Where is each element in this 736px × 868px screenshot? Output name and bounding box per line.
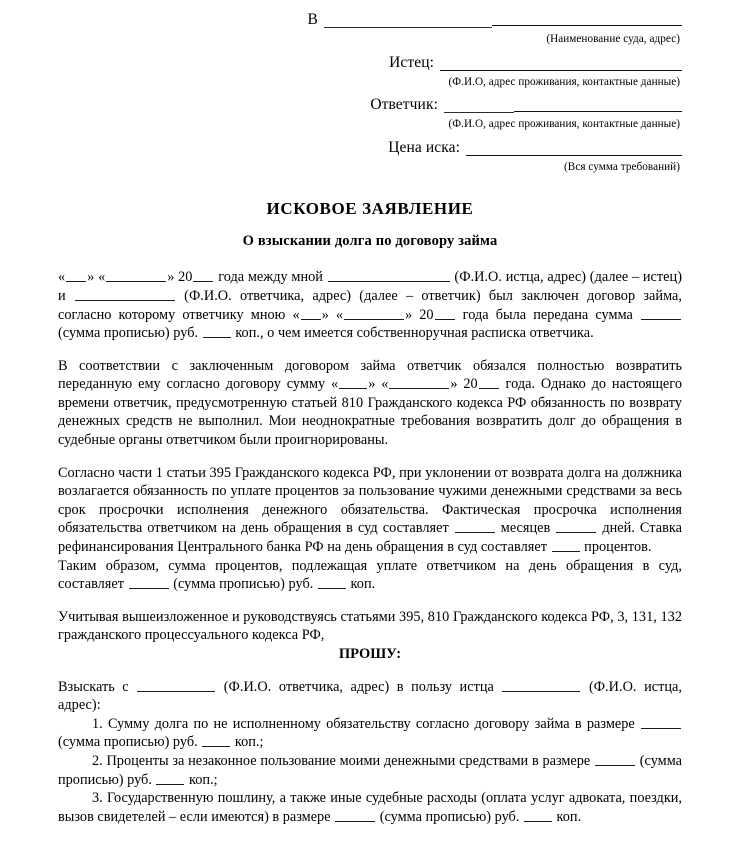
interest-kopeks-blank[interactable]: [318, 576, 346, 589]
p4-seg1: Таким образом, сумма процентов, подлежащая уплате ответчиком на день обращения в суд, составляет: [58, 557, 682, 593]
transfer-day-blank[interactable]: [301, 306, 321, 319]
paragraph-article-395: [58, 464, 682, 557]
p2-seg3: » 20: [450, 376, 478, 393]
court-row: [58, 12, 682, 28]
p6-seg1: Взыскать с: [58, 678, 137, 695]
item3-kopeks-blank[interactable]: [524, 809, 552, 822]
item2-seg2: (сумма прописью) руб.: [58, 752, 682, 788]
p4-seg2: (сумма прописью) руб.: [169, 576, 317, 593]
p6-seg3: (Ф.И.О. истца, адрес):: [58, 678, 683, 714]
item1-seg3: коп.;: [231, 734, 264, 751]
defendant-caption: (Ф.И.О, адрес проживания, контактные данные): [448, 118, 680, 131]
item3-seg2: (сумма прописью) руб.: [376, 808, 523, 825]
p2-seg4: года. Однако до настоящего времени ответчик, предусмотренную статьей 810 Гражданского кодекса РФ обязанность по возврату денежных средств не выполнил. Мои неоднократные требования возвратить долг до обращения в судебные органы ответчиком были проигнорированы.: [58, 376, 682, 449]
p6-seg2: (Ф.И.О. ответчика, адрес) в пользу истца: [216, 678, 502, 695]
item1-kopeks-blank[interactable]: [202, 734, 230, 747]
document-subtitle: О взыскании долга по договору займа: [242, 233, 498, 250]
claim-price-label: Цена иска:: [388, 138, 460, 156]
transfer-year-blank[interactable]: [435, 306, 455, 319]
court-caption: (Наименование суда, адрес): [546, 33, 680, 46]
return-month-blank[interactable]: [389, 376, 449, 389]
recover-from-blank[interactable]: [137, 678, 215, 691]
paragraph-legal-basis: [58, 608, 682, 645]
loan-month-blank[interactable]: [106, 269, 166, 282]
p1-seg2: » «: [87, 269, 106, 286]
item3-seg1: 3. Государственную пошлину, а также иные судебные расходы (оплата услуг адвоката, поездки, вызов свидетелей – если имеются) в размере: [58, 790, 682, 825]
delay-months-blank[interactable]: [455, 520, 495, 533]
p1-seg11: коп., о чем имеется собственноручная расписка ответчика.: [231, 325, 594, 342]
interest-amount-blank[interactable]: [129, 576, 169, 589]
p5-seg1: Учитывая вышеизложенное и руководствуясь статьями 395, 810 Гражданского кодекса РФ, 3, 131, 132 гражданского процессуального кодекса РФ,: [58, 608, 682, 644]
paragraph-repayment-obligation: [58, 357, 682, 450]
document-body: [58, 268, 682, 826]
defendant-fill-line-1[interactable]: [444, 111, 514, 113]
court-fill-line-2[interactable]: [492, 24, 682, 26]
court-fill-line-1[interactable]: [324, 26, 492, 28]
paragraph-loan-formation: [58, 268, 682, 342]
document-title: ИСКОВОЕ ЗАЯВЛЕНИЕ: [266, 199, 474, 219]
p3-seg3: дней. Ставка рефинансирования Центрального банка РФ на день обращения в суд составляет: [58, 520, 682, 556]
p1-seg6: (Ф.И.О. ответчика, адрес) (далее – ответчик) был заключен договор займа, согласно которому ответчику мною «: [58, 287, 683, 323]
item2-seg1: 2. Проценты за незаконное пользование моими денежными средствами в размере: [92, 752, 595, 769]
defendant-fill-line-2[interactable]: [514, 110, 682, 112]
plaintiff-name-blank[interactable]: [328, 269, 450, 282]
return-day-blank[interactable]: [339, 376, 367, 389]
item1-amount-blank[interactable]: [641, 716, 681, 729]
refinance-rate-blank[interactable]: [552, 539, 580, 552]
item1-seg1: 1. Сумму долга по не исполненному обязательству согласно договору займа в размере: [92, 715, 640, 732]
p1-seg3: » 20: [167, 269, 193, 286]
addressee-header: [58, 0, 682, 173]
p2-seg2: » «: [368, 376, 389, 393]
plaintiff-row: [58, 55, 682, 71]
delay-days-blank[interactable]: [556, 520, 596, 533]
p3-seg1: Согласно части 1 статьи 395 Гражданского кодекса РФ, при уклонении от возврата долга на должника возлагается обязанность по уплате процентов за пользование чужими денежными средствами за весь срок просрочки исполнения денежного обязательства. Фактическая просрочка исполнения обязательства ответчиком на день обращения в суд составляет: [58, 464, 682, 537]
paragraph-interest-total: [58, 557, 682, 594]
loan-day-blank[interactable]: [66, 269, 86, 282]
p1-seg8: » 20: [405, 306, 434, 323]
paragraph-recovery-request: [58, 678, 682, 715]
plaintiff-label: Истец:: [389, 53, 434, 71]
item2-amount-blank[interactable]: [595, 753, 635, 766]
defendant-label: Ответчик:: [370, 96, 438, 114]
p3-seg4: процентов.: [580, 539, 652, 556]
item2-kopeks-blank[interactable]: [156, 771, 184, 784]
return-year-blank[interactable]: [479, 376, 499, 389]
claim-price-fill-line[interactable]: [466, 154, 682, 156]
transfer-month-blank[interactable]: [344, 306, 404, 319]
transfer-kopeks-blank[interactable]: [203, 325, 231, 338]
p2-seg1: В соответствии с заключенным договором займа ответчик обязался полностью возвратить переданную ему согласно договору сумму «: [58, 357, 682, 393]
plaintiff-fill-line-1[interactable]: [440, 69, 454, 71]
plaintiff-caption: (Ф.И.О, адрес проживания, контактные данные): [448, 75, 680, 88]
loan-year-blank[interactable]: [193, 269, 213, 282]
item3-amount-blank[interactable]: [335, 809, 375, 822]
p1-seg10: (сумма прописью) руб.: [58, 325, 202, 342]
p4-seg3: коп.: [346, 576, 376, 593]
defendant-name-blank[interactable]: [75, 288, 175, 301]
prayer-item-1: [58, 715, 682, 752]
prayer-item-3: [58, 789, 682, 826]
item1-seg2: (сумма прописью) руб.: [58, 734, 202, 751]
court-label: В: [307, 11, 318, 28]
claim-price-row: [58, 140, 682, 156]
defendant-row: [58, 97, 682, 113]
prayer-heading: ПРОШУ:: [338, 646, 402, 662]
p1-seg1: «: [58, 269, 66, 286]
plaintiff-fill-line-2[interactable]: [454, 69, 682, 71]
item2-seg3: коп.;: [185, 771, 218, 788]
p3-seg2: месяцев: [495, 520, 556, 537]
p1-seg9: года была передана сумма: [455, 306, 640, 323]
p1-seg7: » «: [321, 306, 344, 323]
prayer-item-2: [58, 752, 682, 789]
transfer-amount-blank[interactable]: [641, 306, 681, 319]
p1-seg4: года между мной: [214, 269, 327, 286]
claim-price-caption: (Вся сумма требований): [564, 161, 680, 173]
item3-seg3: коп.: [552, 808, 582, 825]
p1-seg5: (Ф.И.О. истца, адрес) (далее – истец) и: [58, 269, 682, 304]
recover-to-blank[interactable]: [502, 678, 580, 691]
